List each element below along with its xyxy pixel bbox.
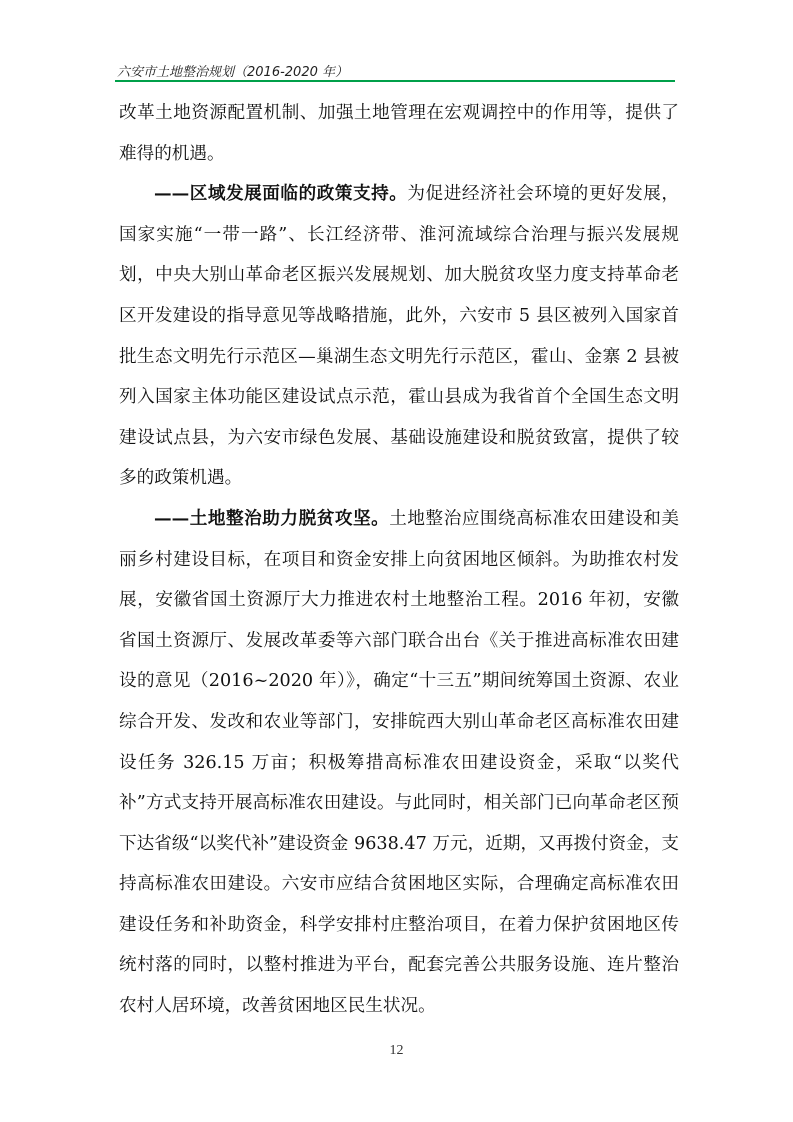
- page-number: 12: [389, 1043, 404, 1058]
- paragraph-poverty-alleviation: [119, 499, 679, 1027]
- body-text: [119, 93, 679, 1027]
- paragraph-3-text: 土地整治应围绕高标准农田建设和美丽乡村建设目标，在项目和资金安排上向贫困地区倾斜。为助推农村发展，安徽省国土资源厅大力推进农村土地整治工程。2016 年初，安徽省国土资源厅、发展改革委等六部门联合出台《关于推进高标准农田建设的意见（2016~2020 年）》，确定“十三五”期间统筹国土资源、农业综合开发、发改和农业等部门，安排皖西大别山革命老区高标准农田建设任务 326.15 万亩；积极筹措高标准农田建设资金，采取“以奖代补”方式支持开展高标准农田建设。与此同时，相关部门已向革命老区预下达省级“以奖代补”建设资金 9638.47 万元，近期，又再拨付资金，支持高标准农田建设。六安市应结合贫困地区实际，合理确定高标准农田建设任务和补助资金，科学安排村庄整治项目，在着力保护贫困地区传统村落的同时，以整村推进为平台，配套完善公共服务设施、连片整治农村人居环境，改善贫困地区民生状况。: [119, 508, 679, 1017]
- paragraph-continuation: [119, 93, 679, 174]
- paragraph-1-text: 改革土地资源配置机制、加强土地管理在宏观调控中的作用等，提供了难得的机遇。: [119, 103, 679, 164]
- paragraph-2-text: 为促进经济社会环境的更好发展，国家实施“一带一路”、长江经济带、淮河流域综合治理与振兴发展规划，中央大别山革命老区振兴发展规划、加大脱贫攻坚力度支持革命老区开发建设的指导意见等战略措施，此外，六安市 5 县区被列入国家首批生态文明先行示范区—巢湖生态文明先行示范区，霍山、金寨 2 县被列入国家主体功能区建设试点示范，霍山县成为我省首个全国生态文明建设试点县，为六安市绿色发展、基础设施建设和脱贫致富，提供了较多的政策机遇。: [119, 184, 679, 489]
- paragraph-policy-support: [119, 174, 679, 499]
- header-rule: [115, 80, 675, 82]
- paragraph-2-lead: ——区域发展面临的政策支持。: [154, 183, 408, 205]
- running-header-title: 六安市土地整治规划（2016-2020 年）: [117, 65, 348, 80]
- paragraph-3-lead: ——土地整治助力脱贫攻坚。: [154, 507, 390, 529]
